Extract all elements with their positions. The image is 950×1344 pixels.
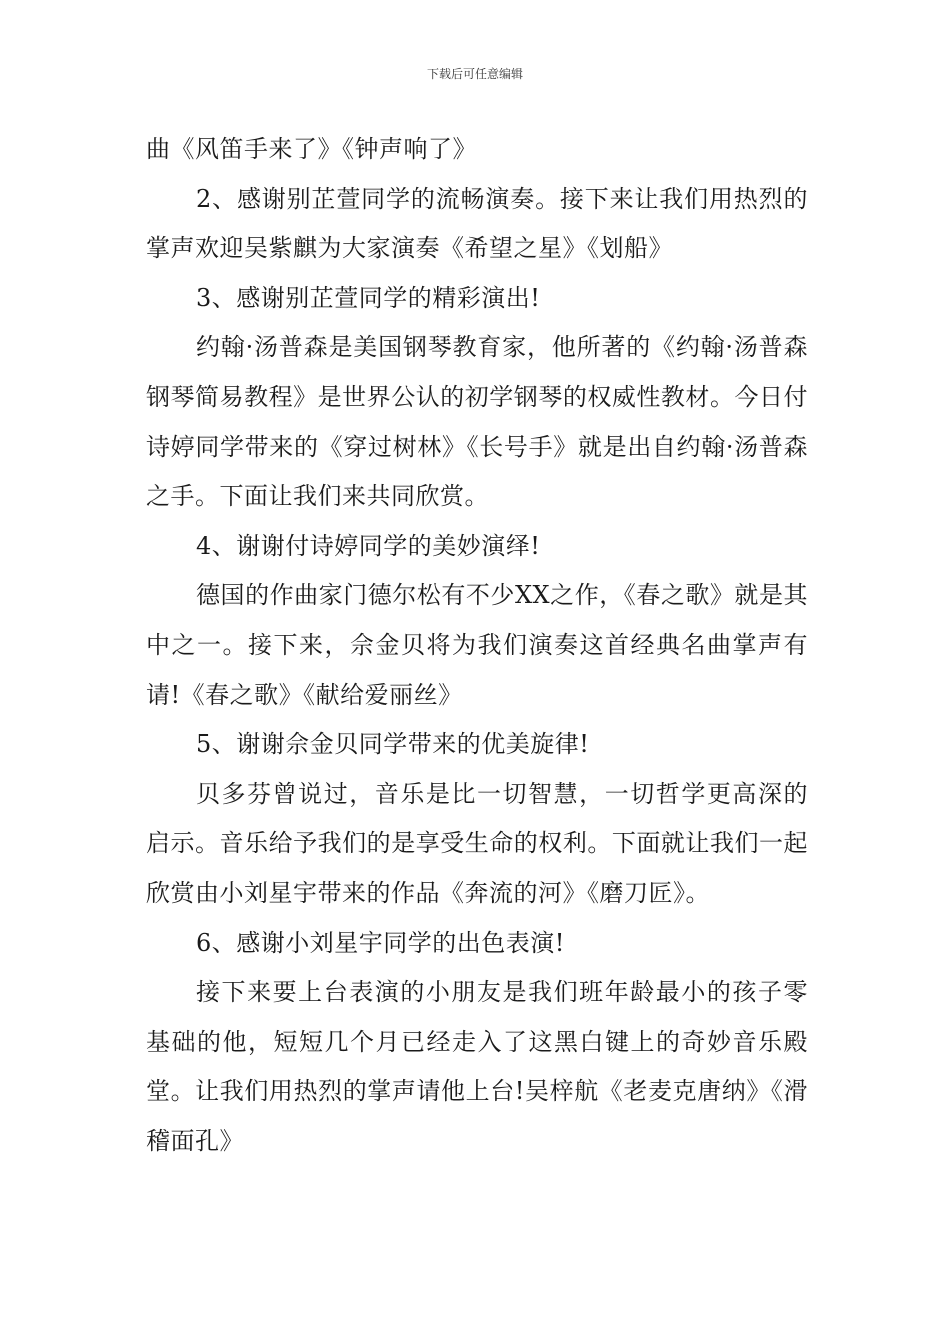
paragraph-youngest-performer: 接下来要上台表演的小朋友是我们班年龄最小的孩子零基础的他，短短几个月已经走入了这黑白键上的奇妙音乐殿堂。让我们用热烈的掌声请他上台!吴梓航《老麦克唐纳》《滑稽面孔》 [146,978,808,1155]
paragraph-continuation: 曲《风笛手来了》《钟声响了》 [146,135,477,163]
paragraph-thanks-5: 5、谢谢佘金贝同学带来的优美旋律! [196,730,590,759]
paragraph-mendelssohn: 德国的作曲家门德尔松有不少XX之作，《春之歌》就是其中之一。接下来，佘金贝将为我们演奏这首经典名曲掌声有请!《春之歌》《献给爱丽丝》 [146,581,808,709]
paragraph-thanks-2: 2、感谢别芷萱同学的流畅演奏。接下来让我们用热烈的掌声欢迎吴紫麒为大家演奏《希望之星》《划船》 [146,184,808,263]
document-body [146,125,808,1166]
paragraph-john-thompson: 约翰·汤普森是美国钢琴教育家，他所著的《约翰·汤普森钢琴简易教程》是世界公认的初学钢琴的权威性教材。今日付诗婷同学带来的《穿过树林》《长号手》就是出自约翰·汤普森之手。下面让我们来共同欣赏。 [146,333,808,511]
paragraph-beethoven: 贝多芬曾说过，音乐是比一切智慧，一切哲学更高深的启示。音乐给予我们的是享受生命的权利。下面就让我们一起欣赏由小刘星宇带来的作品《奔流的河》《磨刀匠》。 [146,779,808,907]
paragraph-thanks-4: 4、谢谢付诗婷同学的美妙演绎! [196,531,541,560]
paragraph-thanks-3: 3、感谢别芷萱同学的精彩演出! [196,283,541,312]
page-header-note: 下载后可任意编辑 [426,67,523,81]
paragraph-thanks-6: 6、感谢小刘星宇同学的出色表演! [196,928,565,957]
